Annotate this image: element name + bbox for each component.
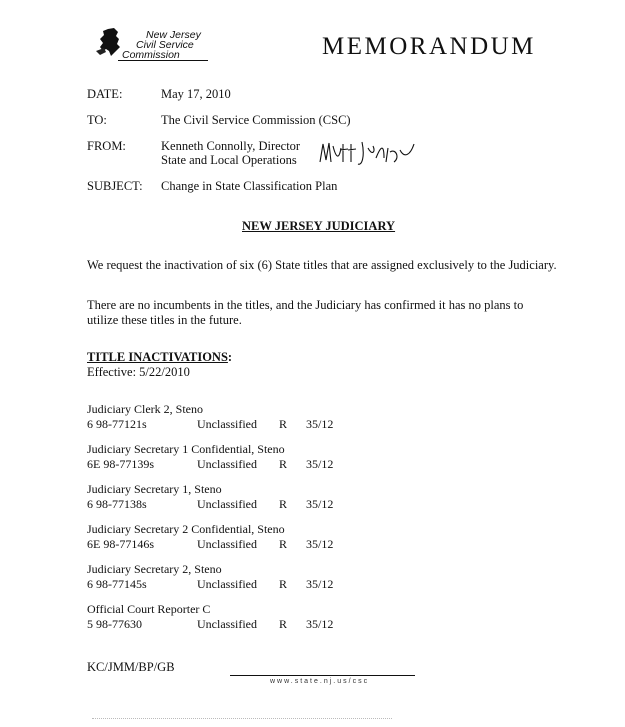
signature-initials [318, 138, 418, 173]
entry-num: 35/12 [306, 497, 334, 511]
inactivations-heading [87, 350, 232, 365]
subject-value: Change in State Classification Plan [161, 179, 338, 193]
entry-code: 6 98-77121s [87, 417, 147, 431]
inactivations-heading-colon: : [227, 350, 233, 364]
entry-title: Official Court Reporter C [87, 602, 211, 616]
entry-title: Judiciary Secretary 2 Confidential, Steno [87, 522, 285, 536]
list-item [87, 522, 366, 562]
subject-label: SUBJECT: [87, 179, 143, 193]
memo-title: MEMORANDUM [322, 33, 536, 60]
entry-class: Unclassified [197, 537, 257, 551]
author-initials: KC/JMM/BP/GB [87, 660, 175, 674]
from-line-1: Kenneth Connolly, Director [161, 139, 301, 153]
entry-code: 6 98-77138s [87, 497, 147, 511]
entry-list [87, 402, 366, 642]
entry-title: Judiciary Clerk 2, Steno [87, 402, 203, 416]
entry-num: 35/12 [306, 417, 334, 431]
from-line-2: State and Local Operations [161, 153, 297, 167]
entry-flag: R [279, 617, 288, 631]
entry-class: Unclassified [197, 617, 257, 631]
list-item [87, 602, 366, 642]
entry-num: 35/12 [306, 617, 334, 631]
entry-title: Judiciary Secretary 2, Steno [87, 562, 222, 576]
list-item [87, 442, 366, 482]
entry-code: 6E 98-77139s [87, 457, 154, 471]
entry-code: 6 98-77145s [87, 577, 147, 591]
entry-details [87, 537, 366, 552]
logo-line-3: Commission [122, 49, 180, 61]
entry-flag: R [279, 457, 288, 471]
entry-details [87, 417, 366, 432]
entry-flag: R [279, 497, 288, 511]
footer-url: www.state.nj.us/csc [270, 678, 370, 685]
entry-details [87, 497, 366, 512]
inactivations-heading-text: TITLE INACTIVATIONS [87, 350, 228, 364]
entry-details [87, 577, 366, 592]
entry-code: 6E 98-77146s [87, 537, 154, 551]
entry-flag: R [279, 577, 288, 591]
date-label: DATE: [87, 87, 123, 101]
logo-line-2: Civil Service [136, 39, 194, 51]
logo-line-1: New Jersey [146, 29, 201, 41]
entry-flag: R [279, 537, 288, 551]
section-heading: NEW JERSEY JUDICIARY [242, 219, 396, 233]
to-label: TO: [87, 113, 107, 127]
entry-num: 35/12 [306, 457, 334, 471]
logo-underline [118, 60, 208, 61]
paragraph-1: We request the inactivation of six (6) State titles that are assigned exclusively to the Judiciary. [87, 258, 557, 272]
entry-title: Judiciary Secretary 1 Confidential, Steno [87, 442, 285, 456]
to-value: The Civil Service Commission (CSC) [161, 113, 351, 127]
entry-flag: R [279, 417, 288, 431]
entry-details [87, 617, 366, 632]
footer-rule [230, 675, 415, 676]
effective-date: Effective: 5/22/2010 [87, 365, 190, 379]
entry-class: Unclassified [197, 417, 257, 431]
entry-num: 35/12 [306, 577, 334, 591]
list-item [87, 482, 366, 522]
scan-artifact-line [92, 718, 392, 719]
logo-text [120, 30, 201, 60]
paragraph-2: There are no incumbents in the titles, and the Judiciary has confirmed it has no plans to utilize these titles in the future. [87, 298, 524, 327]
entry-class: Unclassified [197, 457, 257, 471]
date-value: May 17, 2010 [161, 87, 231, 101]
list-item [87, 402, 366, 442]
entry-code: 5 98-77630 [87, 617, 142, 631]
entry-class: Unclassified [197, 577, 257, 591]
from-label: FROM: [87, 139, 126, 153]
list-item [87, 562, 366, 602]
entry-num: 35/12 [306, 537, 334, 551]
entry-class: Unclassified [197, 497, 257, 511]
entry-details [87, 457, 366, 472]
entry-title: Judiciary Secretary 1, Steno [87, 482, 222, 496]
